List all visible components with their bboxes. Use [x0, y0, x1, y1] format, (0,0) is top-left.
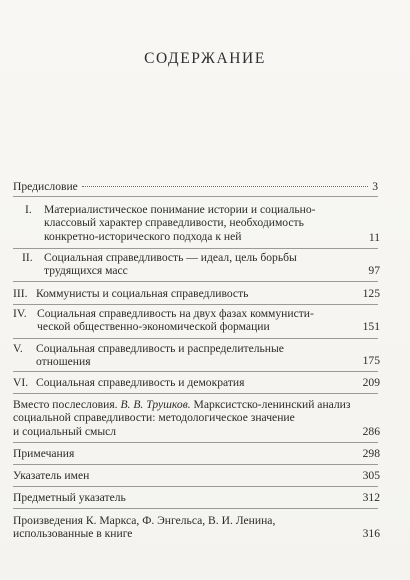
divider [13, 393, 378, 394]
toc-entry-chapter-6 [36, 376, 378, 389]
toc-entry-afterword [13, 398, 378, 438]
toc-entry-chapter-4 [37, 307, 378, 334]
toc-label-line: Коммунисты и социальная справедливость [36, 287, 249, 300]
toc-label-rest: Марксистско-ленинский анализ [190, 398, 351, 411]
toc-label-line: Социальная справедливость на двух фазах коммунисти- [37, 307, 314, 320]
toc-label-line: Социальная справедливость и распределительные [36, 342, 284, 355]
divider [13, 508, 378, 509]
toc-label-line: конкретно-исторического подхода к ней [44, 229, 242, 243]
toc-page-number: 305 [362, 469, 380, 482]
toc-page-number: 316 [362, 527, 380, 540]
toc-entry-subject-index [13, 491, 353, 504]
toc-page-number: 125 [362, 287, 380, 300]
chapter-number: IV. [13, 307, 27, 320]
toc-page-number: 298 [362, 447, 380, 460]
toc-entry-chapter-2 [44, 251, 378, 278]
divider [13, 281, 378, 282]
toc-label-line: ческой общественно-экономической формации [37, 320, 270, 334]
chapter-number: V. [13, 342, 23, 355]
toc-entry-notes [13, 447, 353, 460]
chapter-number: III. [13, 287, 28, 300]
divider [13, 304, 378, 305]
toc-page-number: 175 [362, 354, 380, 367]
toc-entry-preface [13, 180, 378, 193]
divider [13, 464, 378, 465]
toc-label-line: отношения [36, 355, 91, 369]
toc-page-number: 11 [368, 231, 380, 244]
toc-label-line: Произведения К. Маркса, Ф. Энгельса, В. И. Ленина, [13, 514, 276, 527]
divider [13, 442, 378, 443]
chapter-number: II. [22, 251, 33, 264]
toc-page-number: 3 [372, 180, 378, 193]
toc-label-line: классовый характер справедливости, необходимость [44, 216, 304, 230]
toc-page-number: 209 [362, 376, 380, 389]
toc-label: Примечания [13, 447, 75, 460]
toc-entry-chapter-3 [36, 287, 378, 300]
toc-label-line: трудящихся масс [44, 264, 128, 278]
toc-page-number: 312 [362, 491, 380, 504]
page-title: СОДЕРЖАНИЕ [144, 50, 266, 67]
chapter-number: VI. [13, 376, 29, 389]
author-name: В. В. Трушков. [120, 398, 191, 411]
toc-label: Предметный указатель [13, 491, 126, 504]
divider [13, 248, 378, 249]
toc-page-number: 97 [368, 264, 380, 277]
toc-entry-chapter-1 [44, 203, 378, 243]
divider [13, 196, 378, 197]
divider [13, 486, 378, 487]
toc-entry-name-index [13, 469, 353, 482]
toc-label-line: социальной справедливости: методологическое значение [13, 411, 295, 425]
chapter-number: I. [25, 203, 32, 216]
toc-label: Указатель имен [13, 469, 90, 482]
divider [13, 338, 378, 339]
toc-label-line: и социальный смысл [13, 424, 117, 438]
toc-label-prefix: Вместо послесловия. [13, 398, 121, 411]
toc-label-line: использованные в книге [13, 527, 133, 541]
dot-leader [82, 185, 368, 187]
toc-label-line: Социальная справедливость — идеал, цель борьбы [44, 251, 297, 264]
toc-page-number: 286 [362, 425, 380, 438]
toc-entry-works [13, 514, 378, 541]
toc-entry-chapter-5 [36, 342, 378, 369]
toc-label-line: Социальная справедливость и демократия [36, 376, 245, 389]
toc-label-line: Материалистическое понимание истории и социально- [44, 203, 316, 216]
toc-label: Предисловие [13, 180, 78, 193]
toc-page-number: 151 [362, 320, 380, 333]
divider [13, 371, 378, 372]
